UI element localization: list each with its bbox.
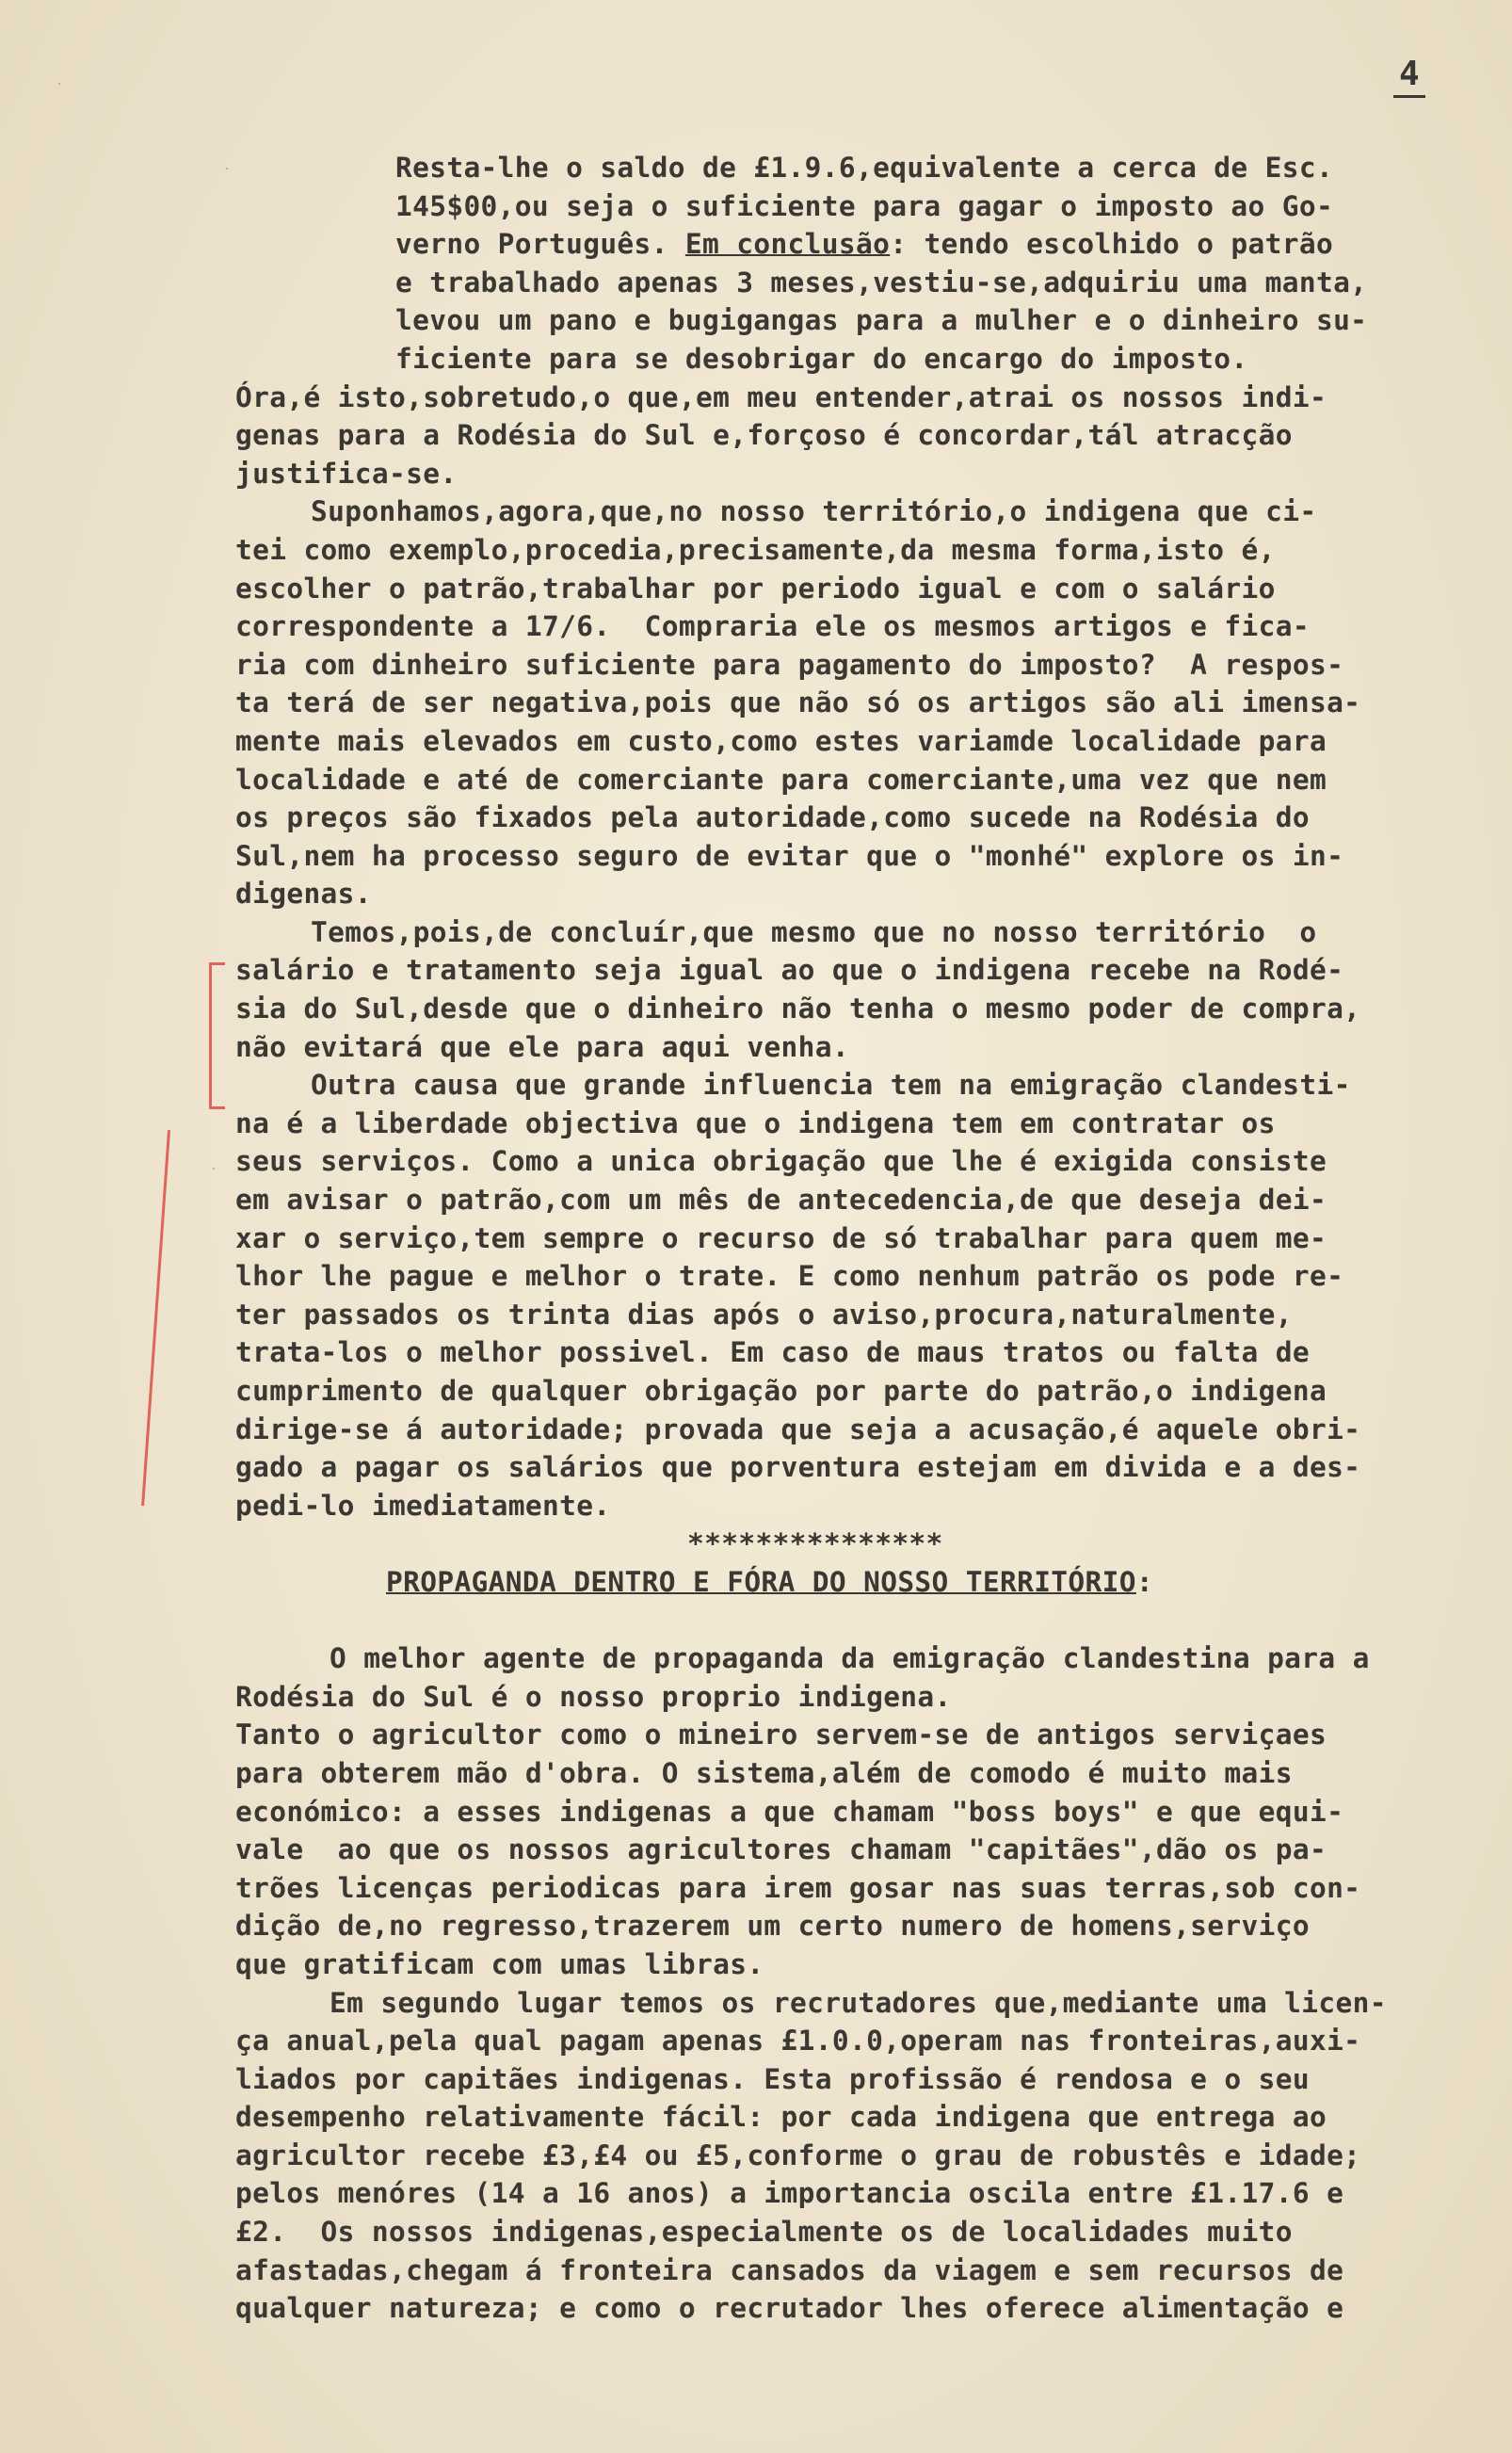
text-line [235,225,1488,264]
text-line-content: Sul,nem ha processo seguro de evitar que o "monhé" explore os in- [235,839,1344,872]
text-line-content: para obterem mão d'obra. O sistema,além de comodo é muito mais [235,1756,1293,1789]
text-line [235,913,1488,952]
text-line-content: £2. Os nossos indigenas,especialmente os de localidades muito [235,2216,1293,2249]
text-line-content: ficiente para se desobrigar do encargo do imposto. [395,342,1248,375]
text-line-content: ça anual,pela qual pagam apenas £1.0.0,operam nas fronteiras,auxi- [235,2025,1361,2058]
margin-line-mark [141,1130,170,1506]
text-line-content: vale ao que os nossos agricultores chamam "capitães",dão os pa- [235,1833,1327,1866]
text-line-content: desempenho relativamente fácil: por cada indigena que entrega ao [235,2101,1327,2134]
text-line-content: ter passados os trinta dias após o aviso,procura,naturalmente, [235,1298,1293,1331]
text-line-content: Em segundo lugar temos os recrutadores que,mediante uma licen- [330,1986,1387,2019]
text-line-content: e trabalhado apenas 3 meses,vestiu-se,adquiriu uma manta, [395,266,1368,299]
text-line [235,340,1488,379]
text-line-content: os preços são fixados pela autoridade,como sucede na Rodésia do [235,801,1310,834]
text-line-content: 145$00,ou seja o suficiente para gagar o imposto ao Go- [395,189,1334,222]
text-line [235,2251,1488,2290]
text-line [235,1831,1488,1869]
text-line [235,1142,1488,1181]
speckle [213,1168,215,1170]
text-line-content: Temos,pois,de concluír,que mesmo que no nosso território o [311,915,1317,948]
text-line-content: justifica-se. [235,457,458,490]
text-line [235,1678,1488,1717]
text-line [235,1411,1488,1449]
text-line [235,761,1488,799]
text-line-content: trata-los o melhor possivel. Em caso de maus tratos ou falta de [235,1336,1310,1369]
text-line [235,1602,1488,1640]
text-line-content: pedi-lo imediatamente. [235,1489,611,1522]
text-line-content: dição de,no regresso,trazerem um certo numero de homens,serviço [235,1910,1310,1943]
text-line [235,1984,1488,2023]
text-line-content: Tanto o agricultor como o mineiro servem-se de antigos serviçaes [235,1719,1327,1751]
text-line [235,837,1488,876]
text-line-content: afastadas,chegam á fronteira cansados da viagem e sem recursos de [235,2253,1344,2286]
text-line [235,1563,1488,1602]
text-line [235,607,1488,646]
text-line-content: económico: a esses indigenas a que chamam "boss boys" e que equi- [235,1795,1344,1828]
text-line [235,1296,1488,1334]
text-line-content: na é a liberdade objectiva que o indigena tem em contratar os [235,1106,1276,1139]
speckle [226,168,228,169]
text-line-content: sia do Sul,desde que o dinheiro não tenha o mesmo poder de compra, [235,992,1361,1025]
text-line-content: digenas. [235,878,372,911]
text-line-content: verno Português. [395,228,685,261]
text-line-content: que gratificam com umas libras. [235,1947,764,1980]
text-line-content: seus serviços. Como a unica obrigação que lhe é exigida consiste [235,1145,1327,1178]
text-line [235,1181,1488,1219]
text-line-content: Óra,é isto,sobretudo,o que,em meu entender,atrai os nossos indi- [235,380,1327,413]
text-line-content: Resta-lhe o saldo de £1.9.6,equivalente a cerca de Esc. [395,152,1334,184]
text-line [235,1716,1488,1754]
text-line [235,2098,1488,2137]
text-line [235,531,1488,570]
text-line [235,1639,1488,1678]
text-line-content: dirige-se á autoridade; provada que seja a acusação,é aquele obri- [235,1412,1361,1445]
text-line-content: Outra causa que grande influencia tem na emigração clandesti- [311,1069,1351,1102]
text-line [235,2022,1488,2060]
text-line-content: em avisar o patrão,com um mês de antecedencia,de que deseja dei- [235,1184,1327,1217]
text-line-content: lhor lhe pague e melhor o trate. E como nenhum patrão os pode re- [235,1260,1344,1293]
text-line [235,2137,1488,2175]
text-line-content: escolher o patrão,trabalhar por periodo igual e com o salário [235,572,1276,605]
text-line [235,1487,1488,1525]
text-line-content: pelos menóres (14 a 16 anos) a importancia oscila entre £1.17.6 e [235,2177,1344,2210]
text-line-content: não evitará que ele para aqui venha. [235,1030,849,1063]
text-line [235,1066,1488,1105]
text-line-content: xar o serviço,tem sempre o recurso de só trabalhar para quem me- [235,1221,1327,1254]
text-line-content: tei como exemplo,procedia,precisamente,da mesma forma,isto é, [235,533,1276,566]
text-line [235,187,1488,226]
text-line [235,684,1488,722]
text-line-content: *************** [687,1527,943,1560]
text-line-content: correspondente a 17/6. Compraria ele os mesmos artigos e fica- [235,610,1310,643]
text-line [235,1333,1488,1372]
text-line [235,875,1488,913]
text-line [235,301,1488,340]
text-line-content: O melhor agente de propaganda da emigração clandestina para a [330,1642,1370,1675]
text-line [235,1257,1488,1296]
text-line [235,990,1488,1028]
text-line [235,1793,1488,1832]
text-line [235,379,1488,417]
text-line [235,2060,1488,2099]
text-line [235,1105,1488,1143]
text-line [235,2289,1488,2328]
underlined-heading: Em conclusão [684,228,891,261]
text-line [235,646,1488,685]
text-line-content: qualquer natureza; e como o recrutador lhes oferece alimentação e [235,2292,1344,2325]
text-line-content: Rodésia do Sul é o nosso proprio indigena. [235,1680,952,1713]
speckle [58,83,60,85]
text-line [235,149,1488,187]
text-line [235,1945,1488,1984]
text-line [235,1525,1488,1563]
text-line-content: agricultor recebe £3,£4 ou £5,conforme o grau de robustês e idade; [235,2138,1361,2171]
text-line-content: ta terá de ser negativa,pois que não só os artigos são ali imensa- [235,686,1361,719]
text-line-tail: : [1135,1565,1153,1598]
text-line-content: liados por capitães indigenas. Esta profissão é rendosa e o seu [235,2062,1310,2095]
underlined-heading: PROPAGANDA DENTRO E FÓRA DO NOSSO TERRITÓRIO [386,1565,1136,1598]
text-line-content: ria com dinheiro suficiente para pagamento do imposto? A respos- [235,648,1344,681]
text-line [235,264,1488,302]
text-line-content: mente mais elevados em custo,como estes variamde localidade para [235,724,1327,757]
text-line [235,1028,1488,1067]
text-line [235,1869,1488,1908]
text-line-content: salário e tratamento seja igual ao que o indigena recebe na Rodé- [235,954,1344,987]
text-line-content: Suponhamos,agora,que,no nosso território,o indigena que ci- [311,495,1317,528]
margin-bracket-mark [209,962,225,1109]
text-line [235,799,1488,837]
text-line [235,1448,1488,1487]
text-line-content: localidade e até de comerciante para comerciante,uma vez que nem [235,763,1327,796]
text-line-content: trões licenças periodicas para irem gosar nas suas terras,sob con- [235,1871,1361,1904]
text-line [235,492,1488,531]
text-line [235,951,1488,990]
text-line [235,2174,1488,2213]
text-line [235,2213,1488,2251]
text-line-tail: : tendo escolhido o patrão [890,228,1334,261]
text-line [235,570,1488,608]
document-body [235,149,1488,2328]
text-line [235,1754,1488,1793]
text-line [235,455,1488,493]
text-line [235,416,1488,455]
text-line-content: cumprimento de qualquer obrigação por parte do patrão,o indigena [235,1375,1327,1407]
text-line-content: gado a pagar os salários que porventura estejam em divida e a des- [235,1451,1361,1484]
text-line-content: genas para a Rodésia do Sul e,forçoso é concordar,tál atracção [235,419,1293,452]
page-number: 4 [1393,55,1425,98]
text-line [235,1907,1488,1945]
text-line [235,1219,1488,1258]
text-line [235,1372,1488,1411]
text-line [235,722,1488,761]
text-line-content: levou um pano e bugigangas para a mulher e o dinheiro su- [395,304,1368,337]
